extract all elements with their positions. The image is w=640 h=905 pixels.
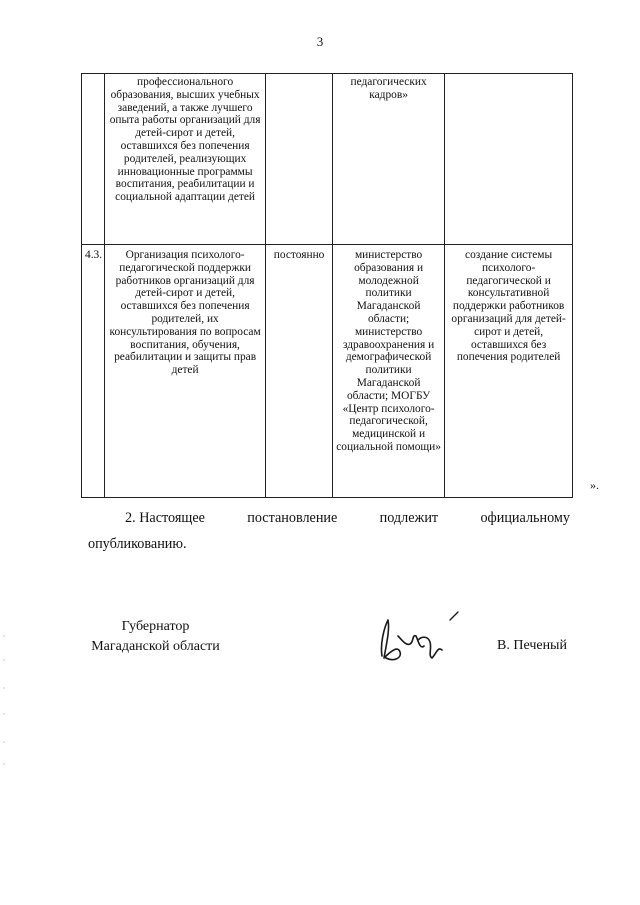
signatory-title [88,617,223,657]
row-number-cell: 4.3. [82,245,105,498]
scan-margin-marks [2,630,6,770]
signatory-name: В. Печеный [497,638,567,653]
table-row [82,74,573,245]
term-cell [266,74,333,245]
paragraph-word: подлежит [379,510,439,526]
executors-cell: педагогических кадров» [333,74,445,245]
result-cell [445,74,573,245]
table-row [82,245,573,498]
paragraph-2-line-1 [88,510,570,527]
signatory-role: Губернатор [121,619,190,634]
page-number: 3 [316,34,324,49]
measures-table [81,73,573,498]
paragraph-word: официальному [480,510,570,526]
term-cell: постоянно [266,245,333,498]
paragraph-word: 2. Настоящее [125,510,205,526]
paragraph-2-line-2: опубликованию. [88,536,187,552]
paragraph-word: постановление [247,510,338,526]
result-cell: создание системы психолого-педагогической и консультативной поддержки работников организаций для детей-сирот и детей, оставшихся без попечения родителей [445,245,573,498]
signatory-region: Магаданской области [91,639,220,654]
event-cell: профессионального образования, высших учебных заведений, а также лучшего опыта работы организаций для детей-сирот и детей, оставшихся без попечения родителей, реализующих инновационные программы воспитания, реабилитации и социальной адаптации детей [105,74,266,245]
handwritten-signature [372,606,462,668]
closing-quote-mark: ». [590,478,599,492]
event-cell: Организация психолого-педагогической поддержки работников организаций для детей-сирот и детей, оставшихся без попечения родителей, их консультирования по вопросам воспитания, обучения, реабилитации и защиты прав детей [105,245,266,498]
executors-cell: министерство образования и молодежной политики Магаданской области; министерство здравоохранения и демографической политики Магаданской области; МОГБУ «Центр психолого-педагогической, медицинской и социальной помощи» [333,245,445,498]
row-number-cell [82,74,105,245]
